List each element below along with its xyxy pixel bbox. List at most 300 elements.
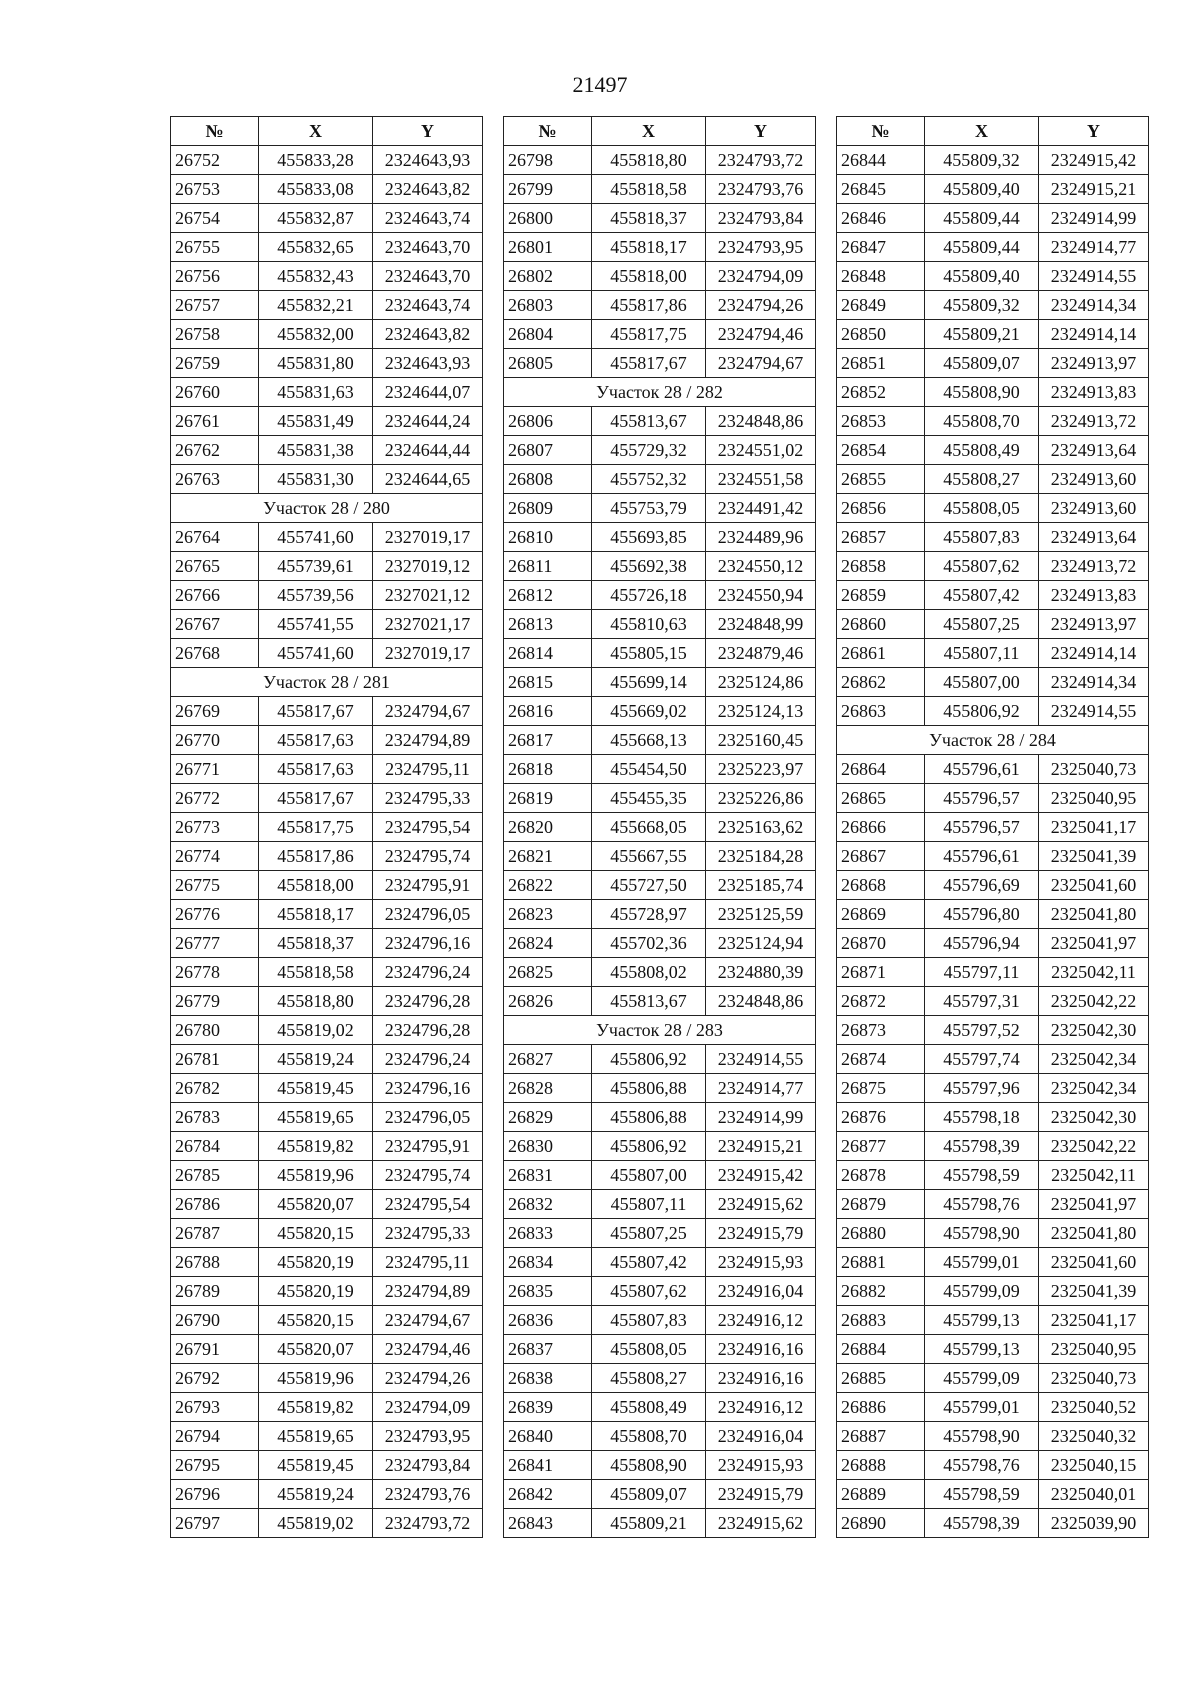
x-coordinate-cell: 455832,65	[259, 233, 373, 262]
header-number: №	[837, 117, 925, 146]
point-number-cell: 26755	[171, 233, 259, 262]
point-number-cell: 26877	[837, 1132, 925, 1161]
table-row	[837, 552, 1149, 581]
x-coordinate-cell: 455739,61	[259, 552, 373, 581]
point-number-cell: 26809	[504, 494, 592, 523]
x-coordinate-cell: 455808,70	[592, 1422, 706, 1451]
x-coordinate-cell: 455809,32	[925, 291, 1039, 320]
point-number-cell: 26794	[171, 1422, 259, 1451]
y-coordinate-cell: 2325223,97	[706, 755, 816, 784]
x-coordinate-cell: 455833,28	[259, 146, 373, 175]
x-coordinate-cell: 455669,02	[592, 697, 706, 726]
table-row	[171, 987, 483, 1016]
table-row	[504, 726, 816, 755]
y-coordinate-cell: 2324795,54	[373, 1190, 483, 1219]
x-coordinate-cell: 455809,40	[925, 262, 1039, 291]
x-coordinate-cell: 455818,17	[592, 233, 706, 262]
x-coordinate-cell: 455806,88	[592, 1103, 706, 1132]
y-coordinate-cell: 2324880,39	[706, 958, 816, 987]
point-number-cell: 26768	[171, 639, 259, 668]
point-number-cell: 26812	[504, 581, 592, 610]
table-row	[504, 523, 816, 552]
x-coordinate-cell: 455806,88	[592, 1074, 706, 1103]
y-coordinate-cell: 2324913,97	[1039, 349, 1149, 378]
x-coordinate-cell: 455797,31	[925, 987, 1039, 1016]
point-number-cell: 26771	[171, 755, 259, 784]
x-coordinate-cell: 455741,60	[259, 639, 373, 668]
table-row	[504, 407, 816, 436]
x-coordinate-cell: 455817,63	[259, 755, 373, 784]
y-coordinate-cell: 2324916,16	[706, 1335, 816, 1364]
table-row	[837, 320, 1149, 349]
point-number-cell: 26859	[837, 581, 925, 610]
table-row	[837, 755, 1149, 784]
point-number-cell: 26887	[837, 1422, 925, 1451]
table-row	[171, 1016, 483, 1045]
header-y: Y	[1039, 117, 1149, 146]
x-coordinate-cell: 455668,05	[592, 813, 706, 842]
x-coordinate-cell: 455818,58	[259, 958, 373, 987]
x-coordinate-cell: 455807,11	[925, 639, 1039, 668]
point-number-cell: 26874	[837, 1045, 925, 1074]
x-coordinate-cell: 455741,55	[259, 610, 373, 639]
point-number-cell: 26780	[171, 1016, 259, 1045]
table-row	[171, 146, 483, 175]
y-coordinate-cell: 2325042,30	[1039, 1103, 1149, 1132]
point-number-cell: 26757	[171, 291, 259, 320]
y-coordinate-cell: 2327019,12	[373, 552, 483, 581]
y-coordinate-cell: 2324643,93	[373, 146, 483, 175]
table-row	[504, 610, 816, 639]
table-row	[837, 987, 1149, 1016]
y-coordinate-cell: 2325041,60	[1039, 1248, 1149, 1277]
table-row	[171, 1045, 483, 1074]
y-coordinate-cell: 2324796,28	[373, 1016, 483, 1045]
x-coordinate-cell: 455799,09	[925, 1277, 1039, 1306]
table-row	[504, 929, 816, 958]
y-coordinate-cell: 2325124,13	[706, 697, 816, 726]
y-coordinate-cell: 2324644,65	[373, 465, 483, 494]
point-number-cell: 26879	[837, 1190, 925, 1219]
table-row	[171, 1480, 483, 1509]
header-x: X	[259, 117, 373, 146]
x-coordinate-cell: 455819,96	[259, 1161, 373, 1190]
x-coordinate-cell: 455809,32	[925, 146, 1039, 175]
x-coordinate-cell: 455455,35	[592, 784, 706, 813]
x-coordinate-cell: 455807,83	[592, 1306, 706, 1335]
section-header-row	[504, 378, 816, 407]
y-coordinate-cell: 2325041,97	[1039, 1190, 1149, 1219]
point-number-cell: 26756	[171, 262, 259, 291]
table-row	[504, 1422, 816, 1451]
y-coordinate-cell: 2324794,46	[706, 320, 816, 349]
y-coordinate-cell: 2324643,74	[373, 204, 483, 233]
table-row	[171, 291, 483, 320]
table-row	[837, 1393, 1149, 1422]
x-coordinate-cell: 455798,59	[925, 1480, 1039, 1509]
point-number-cell: 26826	[504, 987, 592, 1016]
table-row	[837, 1306, 1149, 1335]
table-row	[837, 1509, 1149, 1538]
y-coordinate-cell: 2324915,93	[706, 1451, 816, 1480]
point-number-cell: 26844	[837, 146, 925, 175]
table-row	[171, 1219, 483, 1248]
y-coordinate-cell: 2324795,54	[373, 813, 483, 842]
section-title: Участок 28 / 284	[837, 726, 1149, 755]
table-row	[171, 465, 483, 494]
y-coordinate-cell: 2325041,80	[1039, 1219, 1149, 1248]
y-coordinate-cell: 2324913,97	[1039, 610, 1149, 639]
point-number-cell: 26825	[504, 958, 592, 987]
point-number-cell: 26773	[171, 813, 259, 842]
table-row	[504, 958, 816, 987]
point-number-cell: 26804	[504, 320, 592, 349]
coordinates-table-2	[503, 116, 816, 1538]
table-row	[171, 1161, 483, 1190]
point-number-cell: 26781	[171, 1045, 259, 1074]
point-number-cell: 26811	[504, 552, 592, 581]
point-number-cell: 26858	[837, 552, 925, 581]
y-coordinate-cell: 2324644,24	[373, 407, 483, 436]
x-coordinate-cell: 455797,96	[925, 1074, 1039, 1103]
y-coordinate-cell: 2325160,45	[706, 726, 816, 755]
table-row	[504, 204, 816, 233]
y-coordinate-cell: 2324491,42	[706, 494, 816, 523]
table-row	[171, 784, 483, 813]
point-number-cell: 26841	[504, 1451, 592, 1480]
point-number-cell: 26856	[837, 494, 925, 523]
x-coordinate-cell: 455819,65	[259, 1422, 373, 1451]
x-coordinate-cell: 455699,14	[592, 668, 706, 697]
point-number-cell: 26789	[171, 1277, 259, 1306]
x-coordinate-cell: 455796,80	[925, 900, 1039, 929]
point-number-cell: 26790	[171, 1306, 259, 1335]
x-coordinate-cell: 455807,42	[925, 581, 1039, 610]
point-number-cell: 26884	[837, 1335, 925, 1364]
table-row	[837, 291, 1149, 320]
table-row	[837, 146, 1149, 175]
x-coordinate-cell: 455817,75	[259, 813, 373, 842]
x-coordinate-cell: 455832,43	[259, 262, 373, 291]
y-coordinate-cell: 2325039,90	[1039, 1509, 1149, 1538]
y-coordinate-cell: 2324794,09	[373, 1393, 483, 1422]
point-number-cell: 26762	[171, 436, 259, 465]
x-coordinate-cell: 455809,44	[925, 233, 1039, 262]
point-number-cell: 26848	[837, 262, 925, 291]
x-coordinate-cell: 455809,44	[925, 204, 1039, 233]
y-coordinate-cell: 2324796,24	[373, 1045, 483, 1074]
table-row	[171, 871, 483, 900]
point-number-cell: 26832	[504, 1190, 592, 1219]
x-coordinate-cell: 455807,00	[925, 668, 1039, 697]
y-coordinate-cell: 2325163,62	[706, 813, 816, 842]
y-coordinate-cell: 2324913,60	[1039, 465, 1149, 494]
y-coordinate-cell: 2325041,39	[1039, 842, 1149, 871]
x-coordinate-cell: 455820,19	[259, 1277, 373, 1306]
table-row	[171, 1422, 483, 1451]
table-row	[837, 1277, 1149, 1306]
y-coordinate-cell: 2324793,72	[373, 1509, 483, 1538]
table-row	[837, 233, 1149, 262]
x-coordinate-cell: 455796,57	[925, 813, 1039, 842]
point-number-cell: 26776	[171, 900, 259, 929]
y-coordinate-cell: 2325040,15	[1039, 1451, 1149, 1480]
point-number-cell: 26831	[504, 1161, 592, 1190]
table-row	[837, 813, 1149, 842]
table-row	[837, 204, 1149, 233]
x-coordinate-cell: 455819,65	[259, 1103, 373, 1132]
header-x: X	[925, 117, 1039, 146]
y-coordinate-cell: 2324796,16	[373, 929, 483, 958]
x-coordinate-cell: 455819,82	[259, 1393, 373, 1422]
table-row	[171, 175, 483, 204]
x-coordinate-cell: 455819,24	[259, 1045, 373, 1074]
point-number-cell: 26767	[171, 610, 259, 639]
y-coordinate-cell: 2324914,14	[1039, 320, 1149, 349]
point-number-cell: 26774	[171, 842, 259, 871]
y-coordinate-cell: 2325185,74	[706, 871, 816, 900]
table-row	[504, 1451, 816, 1480]
y-coordinate-cell: 2324644,44	[373, 436, 483, 465]
x-coordinate-cell: 455831,63	[259, 378, 373, 407]
x-coordinate-cell: 455808,49	[925, 436, 1039, 465]
point-number-cell: 26765	[171, 552, 259, 581]
section-header-row	[504, 1016, 816, 1045]
y-coordinate-cell: 2325040,73	[1039, 755, 1149, 784]
point-number-cell: 26875	[837, 1074, 925, 1103]
table-row	[837, 494, 1149, 523]
table-row	[504, 987, 816, 1016]
table-row	[171, 436, 483, 465]
page-number: 21497	[572, 72, 628, 97]
y-coordinate-cell: 2324914,77	[1039, 233, 1149, 262]
table-row	[171, 610, 483, 639]
table-row	[171, 1103, 483, 1132]
x-coordinate-cell: 455820,19	[259, 1248, 373, 1277]
x-coordinate-cell: 455808,02	[592, 958, 706, 987]
y-coordinate-cell: 2324794,26	[706, 291, 816, 320]
table-row	[504, 900, 816, 929]
x-coordinate-cell: 455832,21	[259, 291, 373, 320]
point-number-cell: 26865	[837, 784, 925, 813]
x-coordinate-cell: 455817,67	[592, 349, 706, 378]
y-coordinate-cell: 2324914,99	[706, 1103, 816, 1132]
point-number-cell: 26883	[837, 1306, 925, 1335]
point-number-cell: 26766	[171, 581, 259, 610]
point-number-cell: 26863	[837, 697, 925, 726]
table-header-row	[504, 117, 816, 146]
table-row	[504, 1393, 816, 1422]
y-coordinate-cell: 2324913,64	[1039, 436, 1149, 465]
y-coordinate-cell: 2324916,12	[706, 1393, 816, 1422]
table-row	[504, 436, 816, 465]
table-row	[504, 1364, 816, 1393]
y-coordinate-cell: 2325226,86	[706, 784, 816, 813]
y-coordinate-cell: 2324915,42	[706, 1161, 816, 1190]
y-coordinate-cell: 2324913,60	[1039, 494, 1149, 523]
x-coordinate-cell: 455667,55	[592, 842, 706, 871]
x-coordinate-cell: 455817,86	[592, 291, 706, 320]
table-row	[837, 175, 1149, 204]
x-coordinate-cell: 455797,52	[925, 1016, 1039, 1045]
point-number-cell: 26800	[504, 204, 592, 233]
point-number-cell: 26810	[504, 523, 592, 552]
x-coordinate-cell: 455807,25	[592, 1219, 706, 1248]
table-row	[504, 1132, 816, 1161]
x-coordinate-cell: 455808,27	[592, 1364, 706, 1393]
y-coordinate-cell: 2324794,67	[373, 697, 483, 726]
x-coordinate-cell: 455832,87	[259, 204, 373, 233]
point-number-cell: 26769	[171, 697, 259, 726]
point-number-cell: 26855	[837, 465, 925, 494]
point-number-cell: 26770	[171, 726, 259, 755]
y-coordinate-cell: 2324914,34	[1039, 668, 1149, 697]
table-row	[171, 1277, 483, 1306]
x-coordinate-cell: 455807,00	[592, 1161, 706, 1190]
table-row	[171, 755, 483, 784]
x-coordinate-cell: 455808,05	[925, 494, 1039, 523]
x-coordinate-cell: 455807,11	[592, 1190, 706, 1219]
x-coordinate-cell: 455808,90	[592, 1451, 706, 1480]
point-number-cell: 26758	[171, 320, 259, 349]
table-row	[837, 1045, 1149, 1074]
x-coordinate-cell: 455741,60	[259, 523, 373, 552]
y-coordinate-cell: 2324551,58	[706, 465, 816, 494]
table-row	[837, 1016, 1149, 1045]
point-number-cell: 26842	[504, 1480, 592, 1509]
point-number-cell: 26837	[504, 1335, 592, 1364]
header-x: X	[592, 117, 706, 146]
table-row	[504, 581, 816, 610]
x-coordinate-cell: 455808,27	[925, 465, 1039, 494]
header-y: Y	[706, 117, 816, 146]
table-row	[171, 1335, 483, 1364]
coordinates-table-3	[836, 116, 1149, 1538]
y-coordinate-cell: 2324489,96	[706, 523, 816, 552]
x-coordinate-cell: 455805,15	[592, 639, 706, 668]
x-coordinate-cell: 455819,45	[259, 1451, 373, 1480]
y-coordinate-cell: 2325042,22	[1039, 1132, 1149, 1161]
section-title: Участок 28 / 282	[504, 378, 816, 407]
point-number-cell: 26814	[504, 639, 592, 668]
x-coordinate-cell: 455807,42	[592, 1248, 706, 1277]
point-number-cell: 26785	[171, 1161, 259, 1190]
table-row	[504, 1161, 816, 1190]
coordinates-table-1	[170, 116, 483, 1538]
table-row	[504, 813, 816, 842]
x-coordinate-cell: 455799,09	[925, 1364, 1039, 1393]
x-coordinate-cell: 455818,17	[259, 900, 373, 929]
y-coordinate-cell: 2324914,14	[1039, 639, 1149, 668]
point-number-cell: 26821	[504, 842, 592, 871]
table-row	[171, 929, 483, 958]
y-coordinate-cell: 2325041,17	[1039, 813, 1149, 842]
table-row	[171, 1451, 483, 1480]
y-coordinate-cell: 2324915,79	[706, 1219, 816, 1248]
point-number-cell: 26805	[504, 349, 592, 378]
point-number-cell: 26761	[171, 407, 259, 436]
y-coordinate-cell: 2324796,05	[373, 1103, 483, 1132]
point-number-cell: 26871	[837, 958, 925, 987]
table-row	[837, 407, 1149, 436]
y-coordinate-cell: 2325041,80	[1039, 900, 1149, 929]
table-row	[504, 697, 816, 726]
x-coordinate-cell: 455817,75	[592, 320, 706, 349]
table-row	[171, 842, 483, 871]
y-coordinate-cell: 2325040,01	[1039, 1480, 1149, 1509]
point-number-cell: 26888	[837, 1451, 925, 1480]
x-coordinate-cell: 455831,38	[259, 436, 373, 465]
point-number-cell: 26788	[171, 1248, 259, 1277]
y-coordinate-cell: 2324793,72	[706, 146, 816, 175]
table-row	[504, 465, 816, 494]
x-coordinate-cell: 455819,24	[259, 1480, 373, 1509]
y-coordinate-cell: 2324914,77	[706, 1074, 816, 1103]
section-header-row	[171, 494, 483, 523]
y-coordinate-cell: 2325124,94	[706, 929, 816, 958]
point-number-cell: 26860	[837, 610, 925, 639]
point-number-cell: 26808	[504, 465, 592, 494]
y-coordinate-cell: 2324916,04	[706, 1277, 816, 1306]
y-coordinate-cell: 2324914,55	[1039, 697, 1149, 726]
point-number-cell: 26784	[171, 1132, 259, 1161]
point-number-cell: 26840	[504, 1422, 592, 1451]
y-coordinate-cell: 2325040,73	[1039, 1364, 1149, 1393]
table-row	[837, 784, 1149, 813]
y-coordinate-cell: 2324795,11	[373, 1248, 483, 1277]
point-number-cell: 26820	[504, 813, 592, 842]
point-number-cell: 26881	[837, 1248, 925, 1277]
table-row	[837, 958, 1149, 987]
x-coordinate-cell: 455798,18	[925, 1103, 1039, 1132]
point-number-cell: 26779	[171, 987, 259, 1016]
table-row	[171, 639, 483, 668]
point-number-cell: 26828	[504, 1074, 592, 1103]
y-coordinate-cell: 2327019,17	[373, 639, 483, 668]
x-coordinate-cell: 455819,82	[259, 1132, 373, 1161]
point-number-cell: 26801	[504, 233, 592, 262]
x-coordinate-cell: 455799,01	[925, 1248, 1039, 1277]
table-row	[504, 262, 816, 291]
table-row	[504, 1190, 816, 1219]
section-title: Участок 28 / 280	[171, 494, 483, 523]
y-coordinate-cell: 2325125,59	[706, 900, 816, 929]
table-row	[504, 755, 816, 784]
header-number: №	[504, 117, 592, 146]
table-row	[837, 1451, 1149, 1480]
point-number-cell: 26760	[171, 378, 259, 407]
y-coordinate-cell: 2324793,76	[706, 175, 816, 204]
y-coordinate-cell: 2324914,55	[1039, 262, 1149, 291]
table-row	[171, 407, 483, 436]
table-row	[837, 1248, 1149, 1277]
x-coordinate-cell: 455809,40	[925, 175, 1039, 204]
x-coordinate-cell: 455810,63	[592, 610, 706, 639]
point-number-cell: 26786	[171, 1190, 259, 1219]
point-number-cell: 26829	[504, 1103, 592, 1132]
table-row	[504, 1248, 816, 1277]
y-coordinate-cell: 2324914,99	[1039, 204, 1149, 233]
point-number-cell: 26864	[837, 755, 925, 784]
y-coordinate-cell: 2325041,17	[1039, 1306, 1149, 1335]
table-row	[837, 581, 1149, 610]
x-coordinate-cell: 455798,90	[925, 1219, 1039, 1248]
x-coordinate-cell: 455819,96	[259, 1364, 373, 1393]
y-coordinate-cell: 2325040,32	[1039, 1422, 1149, 1451]
point-number-cell: 26797	[171, 1509, 259, 1538]
y-coordinate-cell: 2325041,60	[1039, 871, 1149, 900]
table-row	[504, 1103, 816, 1132]
